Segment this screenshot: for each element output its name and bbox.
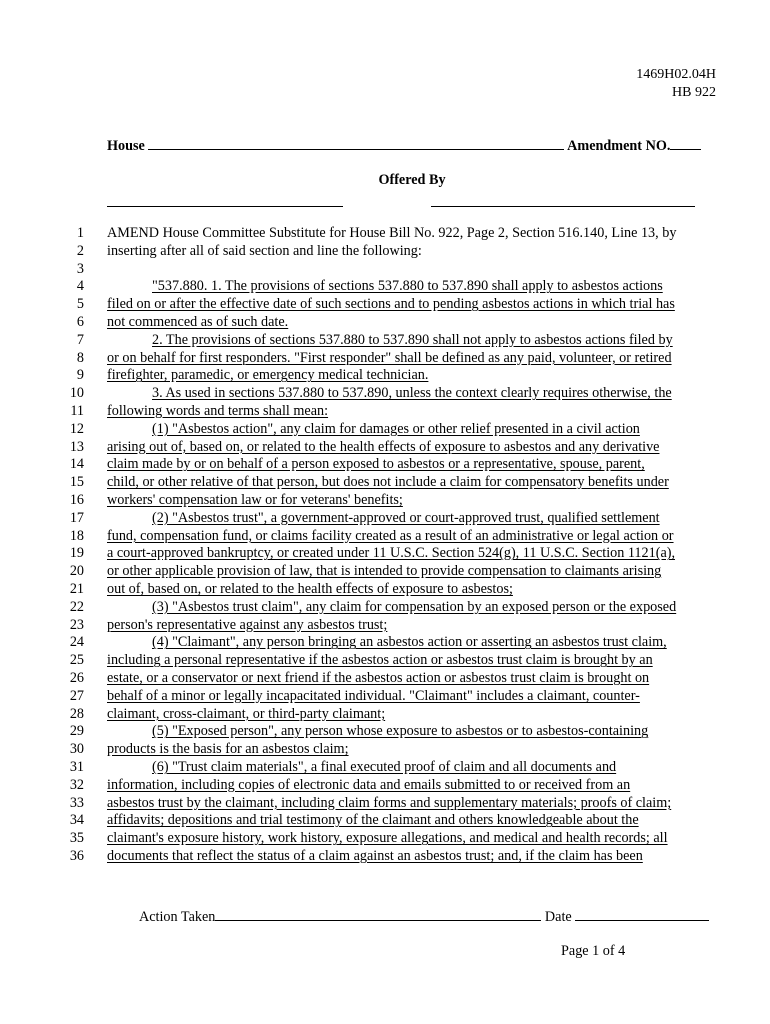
text-line [0,848,770,866]
text-line [0,777,770,795]
line-text: child, or other relative of that person, but does not include a claim for compensatory benefits under [107,474,669,491]
line-number: 5 [76,296,84,313]
line-number: 2 [76,242,84,259]
line-number: 24 [69,634,84,651]
line-number: 19 [69,545,84,562]
text-line [0,528,770,546]
line-text: arising out of, based on, or related to the health effects of exposure to asbestos and any derivative [107,438,660,455]
line-text: not commenced as of such date. [107,314,289,330]
line-number: 35 [69,830,84,847]
bill-number: HB 922 [672,85,716,100]
line-text: affidavits; depositions and trial testimony of the claimant and others knowledgeable about the [107,812,639,829]
line-number: 18 [69,527,84,544]
line-number: 26 [69,670,84,686]
offered-by-label: Offered By [378,172,446,188]
line-number: 7 [76,331,84,348]
text-line [0,332,770,350]
text-line [0,296,770,314]
line-number: 10 [69,385,84,402]
line-text: information, including copies of electronic data and emails submitted to or received from an [107,776,631,793]
action-taken-blank [215,907,541,921]
line-text: claim made by or on behalf of a person exposed to asbestos or a representative, spouse, parent, [107,456,645,473]
house-blank [148,136,564,150]
line-number: 6 [76,314,84,330]
text-line [0,456,770,474]
line-number: 12 [69,420,84,437]
line-text: a court-approved bankruptcy, or created under 11 U.S.C. Section 524(g), 11 U.S.C. Section 1121(a), [107,545,676,562]
line-text: or on behalf for first responders. "First responder" shall be defined as any paid, volunteer, or retired [107,349,672,366]
line-text: out of, based on, or related to the health effects of exposure to asbestos; [107,581,513,597]
line-text: estate, or a conservator or next friend if the asbestos action or asbestos trust claim is brought on [107,670,650,686]
line-number: 16 [69,492,84,508]
amendment-number-blank [670,136,701,150]
line-number: 22 [69,598,84,615]
line-number: 28 [69,705,84,722]
house-label: House [107,138,145,154]
action-taken-label: Action Taken [139,909,216,925]
text-line [0,599,770,617]
text-line [0,510,770,528]
line-text: (5) "Exposed person", any person whose exposure to asbestos or to asbestos-containing [152,723,649,740]
line-number: 29 [69,723,84,740]
text-line [0,706,770,724]
line-number: 9 [76,367,84,384]
line-number: 8 [76,349,84,366]
offered-by-signature-line-2 [431,206,695,207]
line-text: 2. The provisions of sections 537.880 to 537.890 shall not apply to asbestos actions filed by [152,331,673,348]
text-line [0,243,770,261]
line-number: 15 [69,474,84,491]
line-text: documents that reflect the status of a claim against an asbestos trust; and, if the claim has been [107,848,643,864]
line-number: 21 [69,581,84,597]
date-blank [575,907,709,921]
line-number: 1 [76,225,84,241]
line-text: person's representative against any asbestos trust; [107,616,388,633]
offered-by-signature-line-1 [107,206,343,207]
line-number: 11 [70,403,84,419]
line-text: (3) "Asbestos trust claim", any claim for compensation by an exposed person or the exposed [152,598,677,615]
text-line [0,670,770,688]
line-text: including a personal representative if the asbestos action or asbestos trust claim is brought by an [107,652,653,669]
line-text: filed on or after the effective date of such sections and to pending asbestos actions in which trial has [107,296,675,313]
text-line [0,617,770,635]
text-line [0,545,770,563]
line-text: (1) "Asbestos action", any claim for damages or other relief presented in a civil action [152,420,640,437]
line-number: 17 [69,509,84,526]
line-number: 14 [69,456,84,473]
text-line [0,795,770,813]
line-text: (4) "Claimant", any person bringing an asbestos action or asserting an asbestos trust claim, [152,634,667,651]
text-line [0,474,770,492]
line-text: products is the basis for an asbestos claim; [107,741,349,758]
action-taken-row [139,907,709,926]
line-text: (6) "Trust claim materials", a final executed proof of claim and all documents and [152,759,617,775]
line-number: 13 [69,438,84,455]
text-line [0,830,770,848]
house-amendment-line [107,136,701,155]
text-line [0,688,770,706]
text-line [0,421,770,439]
line-text: or other applicable provision of law, that is intended to provide compensation to claimants arising [107,563,662,580]
text-line [0,403,770,421]
line-number: 3 [76,260,84,277]
date-label: Date [544,909,572,925]
text-line [0,652,770,670]
line-text: inserting after all of said section and line the following: [107,242,422,259]
text-line [0,581,770,599]
line-text: claimant's exposure history, work history, exposure allegations, and medical and health records; all [107,830,668,847]
line-number: 20 [69,563,84,580]
line-number: 4 [76,278,84,295]
text-line [0,225,770,243]
text-line [0,350,770,368]
page-number: Page 1 of 4 [561,943,626,959]
line-text: workers' compensation law or for veterans' benefits; [107,492,403,508]
line-text: 3. As used in sections 537.880 to 537.890, unless the context clearly requires otherwise, the [152,385,672,402]
line-text: following words and terms shall mean: [107,403,329,419]
text-line [0,439,770,457]
text-line [0,563,770,581]
line-number: 27 [69,687,84,704]
line-text: behalf of a minor or legally incapacitated individual. "Claimant" includes a claimant, counter- [107,687,640,704]
text-line [0,492,770,510]
line-text: (2) "Asbestos trust", a government-approved or court-approved trust, qualified settlement [152,509,660,526]
text-line [0,759,770,777]
line-number: 25 [69,652,84,669]
line-number: 30 [69,741,84,758]
line-text: asbestos trust by the claimant, including claim forms and supplementary materials; proofs of claim; [107,794,672,811]
line-number: 33 [69,794,84,811]
line-number: 32 [69,776,84,793]
line-text: firefighter, paramedic, or emergency medical technician. [107,367,429,384]
text-line [0,314,770,332]
line-text: AMEND House Committee Substitute for House Bill No. 922, Page 2, Section 516.140, Line 13, by [107,225,677,241]
text-line [0,278,770,296]
line-number: 36 [69,848,84,864]
amendment-label: Amendment NO. [567,138,671,154]
line-text: claimant, cross-claimant, or third-party claimant; [107,705,386,722]
line-number: 34 [69,812,84,829]
line-number: 23 [69,616,84,633]
text-line [0,261,770,279]
line-number: 31 [69,759,84,775]
line-text: "537.880. 1. The provisions of sections 537.880 to 537.890 shall apply to asbestos actions [152,278,663,295]
text-line [0,367,770,385]
text-line [0,812,770,830]
text-line [0,723,770,741]
text-line [0,385,770,403]
line-text: fund, compensation fund, or claims facility created as a result of an administrative or legal action or [107,527,674,544]
document-id: 1469H02.04H [636,67,716,82]
text-line [0,634,770,652]
text-line [0,741,770,759]
